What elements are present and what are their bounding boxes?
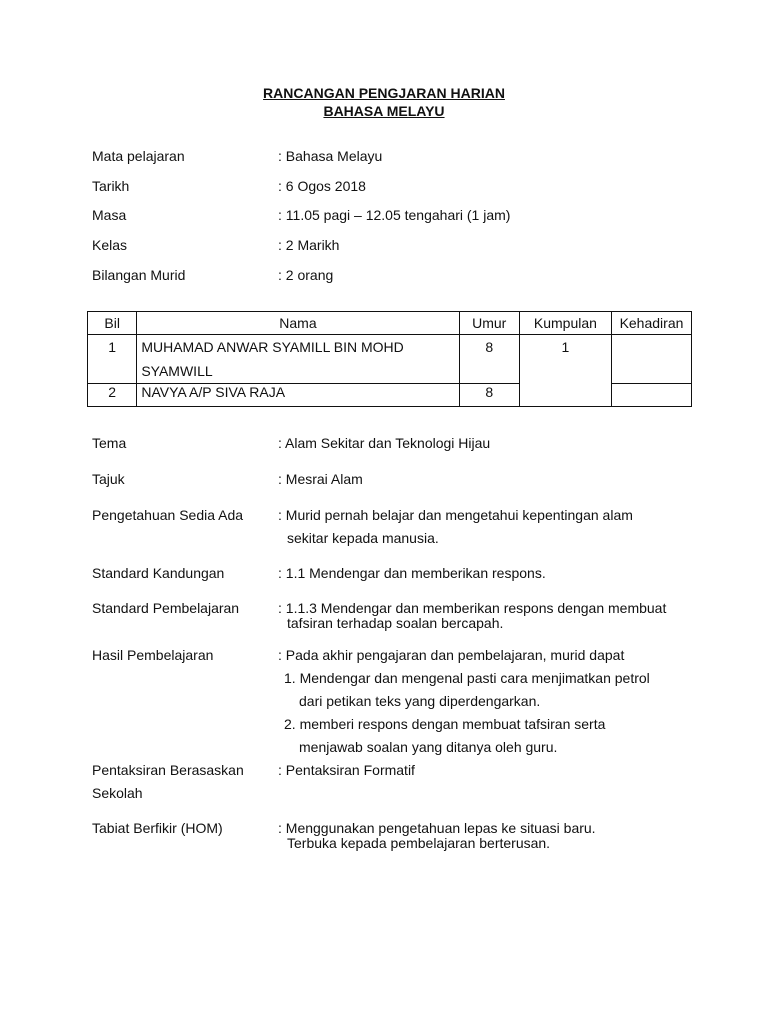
- pengetahuan-label: Pengetahuan Sedia Ada: [92, 507, 244, 523]
- column-header: Nama: [137, 312, 459, 335]
- tema-value: : Alam Sekitar dan Teknologi Hijau: [278, 435, 491, 451]
- cell-kumpulan: 1: [519, 335, 611, 407]
- info-value-time: : 11.05 pagi – 12.05 tengahari (1 jam): [278, 207, 511, 223]
- nama-line: MUHAMAD ANWAR SYAMILL BIN MOHD: [141, 339, 404, 355]
- standard-kandungan-value: : 1.1 Mendengar dan memberikan respons.: [278, 565, 546, 581]
- page-title: RANCANGAN PENGJARAN HARIAN: [263, 85, 505, 101]
- cell-kehadiran: [611, 384, 691, 407]
- pengetahuan-value-cont: sekitar kepada manusia.: [287, 530, 439, 546]
- pentaksiran-label: Pentaksiran Berasaskan: [92, 762, 244, 778]
- tajuk-label: Tajuk: [92, 471, 125, 487]
- cell-bil: 1: [88, 335, 137, 384]
- info-value-class: : 2 Marikh: [278, 237, 340, 253]
- standard-pembelajaran-value-cont: tafsiran terhadap soalan bercapah.: [287, 615, 504, 631]
- info-label-subject: Mata pelajaran: [92, 148, 185, 164]
- hasil-item: 1. Mendengar dan mengenal pasti cara menjimatkan petrol: [284, 670, 650, 686]
- tabiat-label: Tabiat Berfikir (HOM): [92, 820, 223, 836]
- hasil-item-cont: dari petikan teks yang diperdengarkan.: [299, 693, 541, 709]
- cell-bil: 2: [88, 384, 137, 407]
- info-value-date: : 6 Ogos 2018: [278, 178, 366, 194]
- cell-kehadiran: [611, 335, 691, 384]
- pentaksiran-value: : Pentaksiran Formatif: [278, 762, 415, 778]
- info-label-count: Bilangan Murid: [92, 267, 186, 283]
- column-header: Umur: [459, 312, 519, 335]
- cell-umur: 8: [459, 384, 519, 407]
- column-header: Kehadiran: [611, 312, 691, 335]
- pentaksiran-label-cont: Sekolah: [92, 785, 143, 801]
- info-value-count: : 2 orang: [278, 267, 334, 283]
- hasil-label: Hasil Pembelajaran: [92, 647, 214, 663]
- cell-nama: NAVYA A/P SIVA RAJA: [137, 384, 459, 407]
- info-value-subject: : Bahasa Melayu: [278, 148, 383, 164]
- tajuk-value: : Mesrai Alam: [278, 471, 363, 487]
- tabiat-value-cont: Terbuka kepada pembelajaran berterusan.: [287, 835, 551, 851]
- hasil-item-cont: menjawab soalan yang ditanya oleh guru.: [299, 739, 558, 755]
- info-label-time: Masa: [92, 207, 127, 223]
- table-row: [88, 335, 692, 384]
- page-subtitle: BAHASA MELAYU: [323, 103, 445, 119]
- pengetahuan-value: : Murid pernah belajar dan mengetahui kepentingan alam: [278, 507, 633, 523]
- info-label-class: Kelas: [92, 237, 128, 253]
- standard-pembelajaran-label: Standard Pembelajaran: [92, 600, 240, 616]
- student-table: [87, 311, 692, 407]
- column-header: Kumpulan: [519, 312, 611, 335]
- tabiat-value: : Menggunakan pengetahuan lepas ke situasi baru.: [278, 820, 596, 836]
- column-header: Bil: [88, 312, 137, 335]
- cell-nama: [137, 335, 459, 384]
- table-header-row: [88, 312, 692, 335]
- info-label-date: Tarikh: [92, 178, 130, 194]
- nama-line: SYAMWILL: [141, 363, 213, 379]
- hasil-value: : Pada akhir pengajaran dan pembelajaran, murid dapat: [278, 647, 625, 663]
- tema-label: Tema: [92, 435, 127, 451]
- standard-pembelajaran-value: : 1.1.3 Mendengar dan memberikan respons dengan membuat: [278, 600, 667, 616]
- standard-kandungan-label: Standard Kandungan: [92, 565, 225, 581]
- cell-umur: 8: [459, 335, 519, 384]
- hasil-item: 2. memberi respons dengan membuat tafsiran serta: [284, 716, 606, 732]
